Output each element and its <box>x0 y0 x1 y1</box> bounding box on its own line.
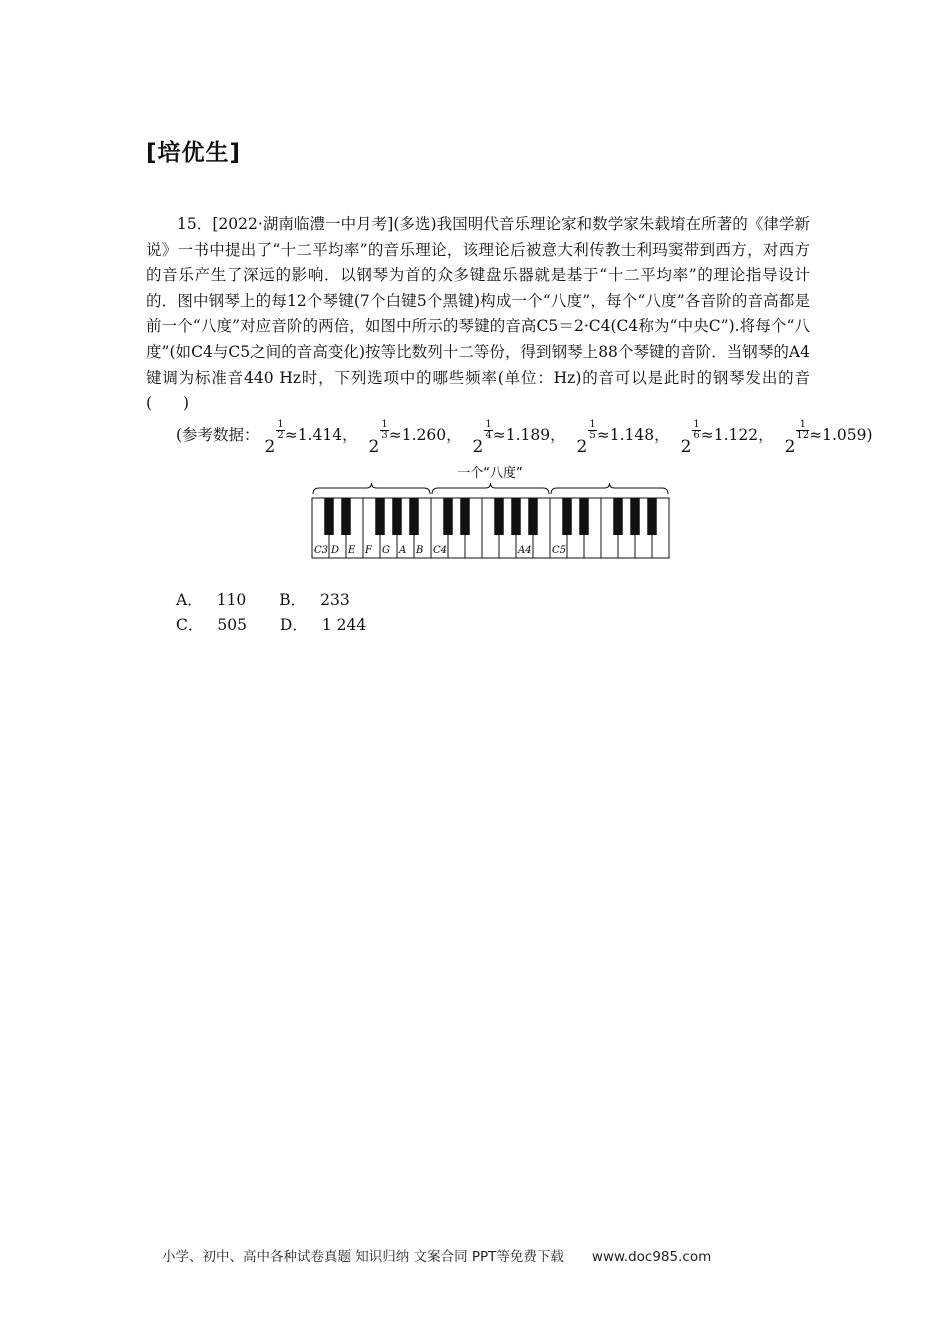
key-label: A <box>399 545 407 556</box>
footer <box>162 1245 711 1265</box>
black-key <box>494 498 504 535</box>
octave-caption: 一个“八度” <box>457 466 523 481</box>
problem-body: 我国明代音乐理论家和数学家朱载堉在所著的《律学新说》一书中提出了“十二平均率”的音乐理论，该理论后被意大利传教士利玛窦带到西方，对西方的音乐产生了深远的影响．以钢琴为首的众多键盘乐器就是基于“十二平均率”的理论指导设计的．图中钢琴上的每12个琴键(7个白键5个黑键)构成一个“八度”，每个“八度”各音阶的音高都是前一个“八度”对应音阶的两倍，如图中所示的琴键的音高C5＝2·C4(C4称为“中央C”).将每个“八度”(如C4与C5之间的音高变化)按等比数列十二等份，得到钢琴上88个琴键的音阶．当钢琴的A4键调为标准音440 Hz时，下列选项中的哪些频率(单位：Hz)的音可以是此时的钢琴发出的音( ) <box>146 215 810 413</box>
reference-prefix: (参考数据： <box>176 426 260 444</box>
option-b: B． 233 <box>279 591 350 609</box>
footer-url[interactable]: www.doc985.com <box>591 1249 712 1265</box>
key-label: C4 <box>433 545 448 556</box>
option-a: A． 110 <box>176 591 247 609</box>
black-key <box>460 498 470 535</box>
reference-item: 2 $\frac{1}{2}$ ≈1.414， <box>264 419 358 457</box>
key-label: G <box>382 545 390 556</box>
key-label: D <box>331 545 340 556</box>
black-key <box>579 498 589 535</box>
black-key <box>443 498 453 535</box>
octave-brace <box>313 483 430 494</box>
piano-keyboard-diagram <box>306 460 674 562</box>
footer-text: 小学、初中、高中各种试卷真题 知识归纳 文案合同 PPT等免费下载 <box>162 1249 564 1265</box>
key-label: A4 <box>518 545 532 556</box>
key-label: F <box>365 545 372 556</box>
black-key <box>324 498 334 535</box>
octave-braces <box>313 483 668 494</box>
reference-data <box>176 420 879 457</box>
section-title: [培优生] <box>146 140 242 166</box>
key-label: B <box>416 545 424 556</box>
black-key <box>647 498 657 535</box>
problem-tag: (多选) <box>393 215 437 233</box>
black-key <box>341 498 351 535</box>
option-d: D． 1 244 <box>279 616 367 634</box>
black-key <box>630 498 640 535</box>
black-key <box>511 498 521 535</box>
key-label: C3 <box>314 545 329 556</box>
key-label: C5 <box>552 545 567 556</box>
reference-item: 2 $\frac{1}{3}$ ≈1.260， <box>368 419 462 457</box>
black-key <box>528 498 538 535</box>
reference-item: 2 $\frac{1}{12}$ ≈1.059) <box>784 419 873 457</box>
octave-brace <box>551 483 668 494</box>
reference-item: 2 $\frac{1}{6}$ ≈1.122， <box>680 419 774 457</box>
key-labels <box>314 545 566 556</box>
key-label: E <box>348 545 356 556</box>
reference-item: 2 $\frac{1}{4}$ ≈1.189， <box>472 419 566 457</box>
black-key <box>613 498 623 535</box>
options-row <box>176 613 394 638</box>
reference-item: 2 $\frac{1}{5}$ ≈1.148， <box>576 419 670 457</box>
problem-number: 15． <box>177 215 213 233</box>
piano-figure <box>306 460 674 562</box>
option-c: C． 505 <box>176 616 247 634</box>
black-key <box>392 498 402 535</box>
black-key <box>375 498 385 535</box>
black-key <box>562 498 572 535</box>
problem-source: [2022·湖南临澧一中月考] <box>212 215 394 233</box>
octave-brace <box>432 483 549 494</box>
black-key <box>409 498 419 535</box>
options-row <box>176 588 394 613</box>
problem-text <box>146 212 810 417</box>
answer-options <box>176 588 394 638</box>
